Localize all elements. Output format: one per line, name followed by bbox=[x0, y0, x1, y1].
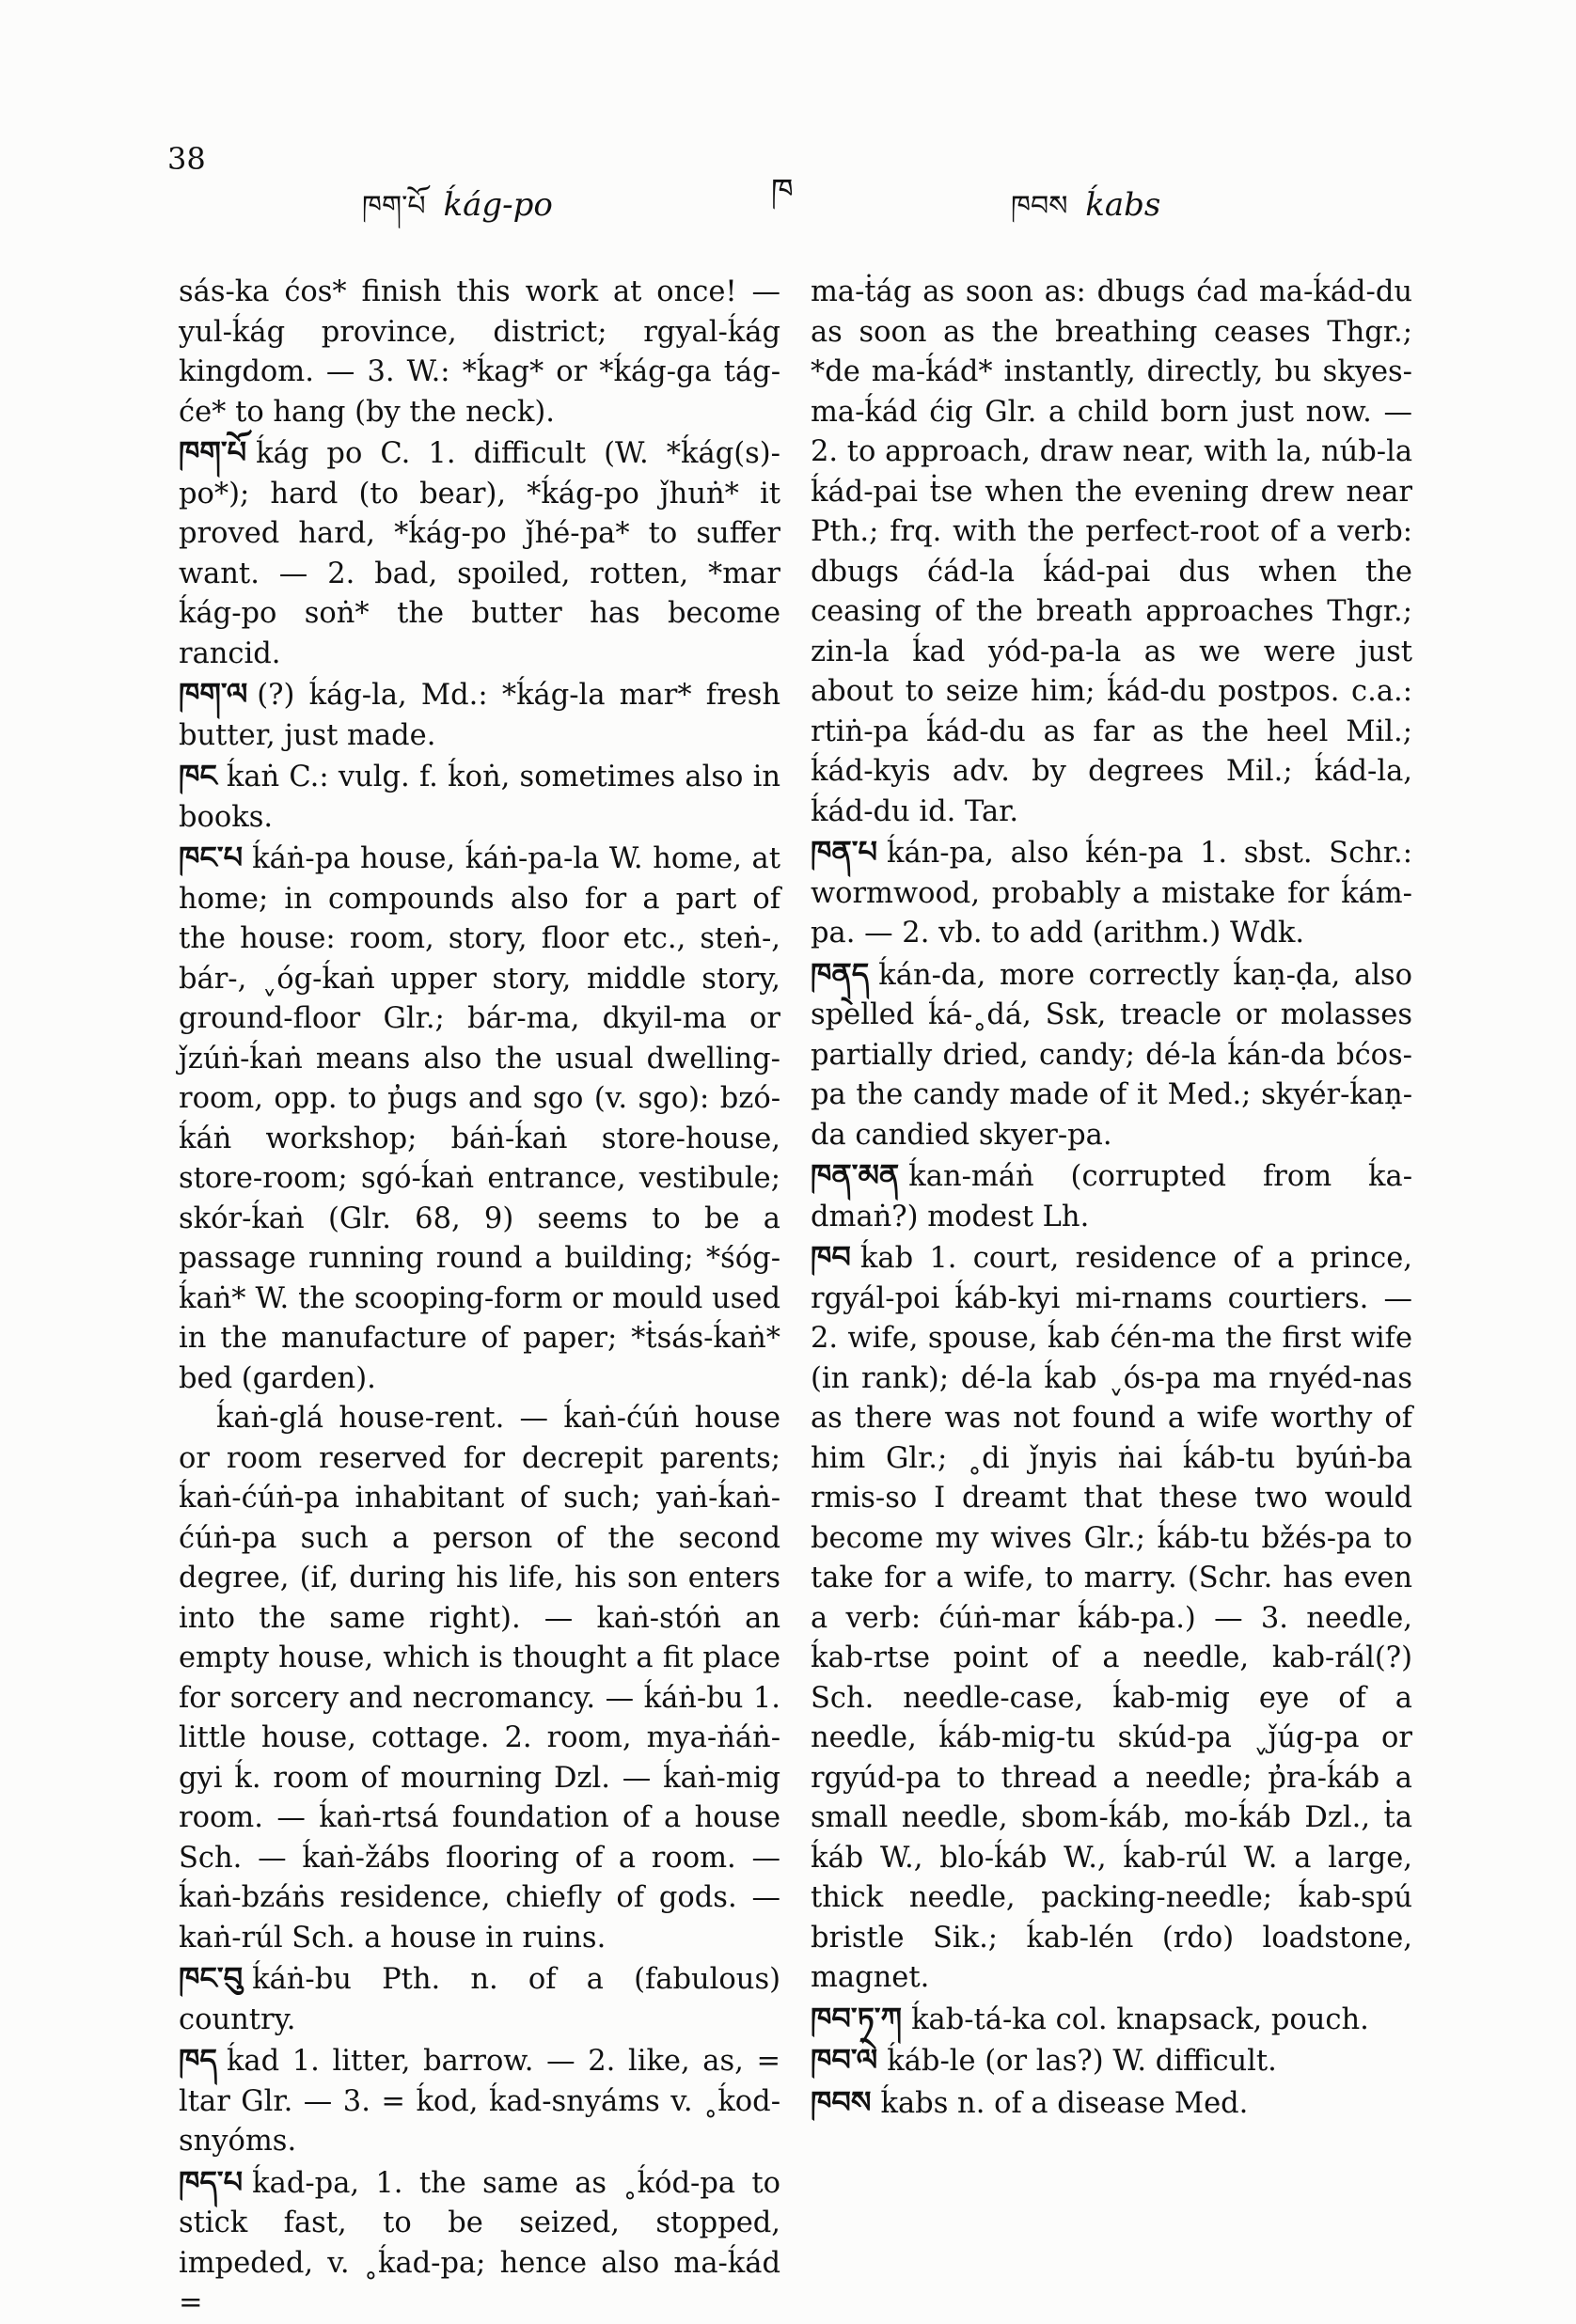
entry-headword-tibetan: ཁག་པོ bbox=[179, 434, 247, 470]
running-head-left-text: ḱág-po bbox=[443, 186, 553, 224]
entry-text: ḱabs n. of a disease Med. bbox=[880, 2086, 1249, 2120]
entry-text: ḱab-tá-ka col. knapsack, pouch. bbox=[911, 2002, 1369, 2036]
dictionary-entry bbox=[179, 2162, 780, 2324]
dictionary-entry bbox=[179, 1958, 780, 2040]
page-header bbox=[0, 141, 1576, 224]
entry-headword-tibetan: ཁད་པ bbox=[179, 2163, 244, 2200]
dictionary-entry bbox=[811, 2040, 1412, 2082]
entry-text: ḱán-pa, also ḱén-pa 1. sbst. Schr.: wormwood, probably a mistake for ḱám-pa. — 2. vb. to add (arithm.) Wdk. bbox=[811, 837, 1412, 950]
page-number: 38 bbox=[167, 141, 206, 177]
entry-headword-tibetan: ཁབ་ལེ bbox=[811, 2042, 878, 2078]
entry-text: ma-ṫág as soon as: dbugs ćad ma-ḱád-du as soon as the breathing ceases Thgr.; *de ma-ḱád* instantly, directly, bu skyes-ma-ḱád ćig Glr. a child born just now. — 2. to approach, draw near, with la, núb-la ḱád-pai ṫse when the evening drew near Pth.; frq. with the perfect-root of a verb: dbugs ćád-la ḱád-pai dus when the ceasing of the breath approaches Thgr.; zin-la ḱad yód-pa-la as we were just about to seize him; ḱád-du postpos. c.a.: rtiṅ-pa ḱád-du as far as the heel Mil.; ḱád-kyis adv. by degrees Mil.; ḱád-la, ḱád-du id. Tar. bbox=[811, 275, 1413, 828]
entry-headword-tibetan: ཁང bbox=[179, 758, 217, 793]
dictionary-entry bbox=[179, 756, 780, 838]
entry-headword-tibetan: ཁབ་ཏ་ཀ bbox=[811, 2000, 903, 2036]
dictionary-entry bbox=[811, 1155, 1412, 1237]
entry-headword-tibetan: ཁན་མན bbox=[811, 1157, 900, 1193]
running-head-left bbox=[362, 175, 553, 254]
dictionary-entry bbox=[179, 1399, 780, 1958]
section-letter: ཁ bbox=[771, 172, 794, 210]
entry-headword-tibetan: ཁན་པ bbox=[811, 834, 877, 870]
dictionary-entry bbox=[811, 1999, 1412, 2041]
entry-text: ḱab 1. court, residence of a prince, rgyál-poi ḱáb-kyi mi-rnams courtiers. — 2. wife, spouse, ḱab ćén-ma the first wife (in rank); dé-la ḱab ˬós-pa ma rnyéd-nas as there was not found a wife worthy of him Glr.; ˳di ǰnyis ṅai ḱáb-tu byúṅ-ba rmis-so I dreamt that these two would become my wives Glr.; ḱáb-tu bžés-pa to take for a wife, to marry. (Schr. has even a verb: ćúṅ-mar ḱáb-pa.) — 3. needle, ḱab-rtse point of a needle, kab-rál(?) Sch. needle-case, ḱab-mig eye of a needle, ḱáb-mig-tu skúd-pa ˬǰúg-pa or rgyúd-pa to thread a needle; p̓ra-ḱáb a small needle, sbom-ḱáb, mo-ḱáb Dzl., ṫa ḱáb W., blo-ḱáb W., ḱab-rúl W. a large, thick needle, packing-needle; ḱab-spú bristle Sik.; ḱab-lén (rdo) loadstone, magnet. bbox=[811, 1242, 1412, 1994]
entry-headword-tibetan: ཁང་བུ bbox=[179, 1960, 244, 1996]
running-head-right-text: ḱabs bbox=[1085, 186, 1161, 224]
dictionary-entry bbox=[811, 832, 1412, 954]
running-head-right bbox=[1011, 175, 1160, 254]
entry-headword-tibetan: ཁག་ལ bbox=[179, 676, 248, 712]
entry-headword-tibetan: ཁབ bbox=[811, 1239, 851, 1275]
entry-headword-tibetan: ཁང་པ bbox=[179, 840, 244, 875]
entry-text: ḱad 1. litter, barrow. — 2. like, as, = ltar Glr. — 3. = ḱod, ḱad-snyáms v. ˳ḱod-snyóms. bbox=[179, 2045, 780, 2158]
dictionary-entry bbox=[811, 1237, 1412, 1999]
dictionary-entry bbox=[179, 432, 780, 674]
entry-text: (?) ḱág-la, Md.: *ḱág-la mar* fresh butter, just made. bbox=[179, 679, 780, 752]
entry-text: ḱaṅ-glá house-rent. — ḱaṅ-ćúṅ house or room reserved for decrepit parents; ḱaṅ-ćúṅ-pa inhabitant of such; yaṅ-ḱaṅ-ćúṅ-pa such a person of the second degree, (if, during his life, his son enters into the same right). — kaṅ-stóṅ an empty house, which is thought a fit place for sorcery and necromancy. — ḱáṅ-bu 1. little house, cottage. 2. room, mya-ṅáṅ-gyi ḱ. room of mourning Dzl. — ḱaṅ-mig room. — ḱaṅ-rtsá foundation of a house Sch. — ḱaṅ-žábs flooring of a room. — ḱaṅ-bzáṅs residence, chiefly of gods. — kaṅ-rúl Sch. a house in ruins. bbox=[179, 1402, 780, 1955]
entry-text: ḱáṅ-bu Pth. n. of a (fabulous) country. bbox=[179, 1963, 780, 2036]
dictionary-entry bbox=[811, 273, 1412, 832]
dictionary-entry bbox=[811, 954, 1412, 1156]
running-head-right-tibetan: ཁབས bbox=[1011, 190, 1068, 223]
entry-text: ḱan-máṅ (corrupted from ḱa-dmaṅ?) modest Lh. bbox=[811, 1160, 1412, 1233]
dictionary-entry bbox=[811, 2082, 1412, 2125]
entry-text: sás-ka ćos* finish this work at once! — yul-ḱág province, district; rgyal-ḱág kingdom. — 3. W.: *ḱag* or *ḱág-ga tág-će* to hang (by the neck). bbox=[179, 275, 780, 429]
dictionary-entry bbox=[179, 2040, 780, 2162]
entry-text: ḱaṅ C.: vulg. f. ḱoṅ, sometimes also in books. bbox=[179, 761, 780, 834]
entry-headword-tibetan: ཁད bbox=[179, 2042, 217, 2078]
running-head-left-tibetan: ཁག་པོ bbox=[362, 190, 426, 223]
entry-headword-tibetan: ཁན྄ད bbox=[811, 955, 870, 992]
entry-text: ḱág po C. 1. difficult (W. *ḱág(s)-po*); hard (to bear), *ḱág-po ǰhuṅ* it proved hard, *ḱág-po ǰhé-pa* to suffer want. — 2. bad, spoiled, rotten, *mar ḱág-po soṅ* the butter has become rancid. bbox=[179, 437, 780, 670]
dictionary-entry bbox=[179, 674, 780, 756]
entry-text: ḱad-pa, 1. the same as ˳ḱód-pa to stick fast, to be seized, stopped, impeded, v. ˳ḱad-pa; hence also ma-ḱád = bbox=[179, 2166, 780, 2319]
dictionary-entry bbox=[179, 273, 780, 432]
entry-headword-tibetan: ཁབས bbox=[811, 2083, 872, 2120]
entry-text: ḱáṅ-pa house, ḱáṅ-pa-la W. home, at home; in compounds also for a part of the house: room, story, floor etc., steṅ-, bár-, ˬóg-ḱaṅ upper story, middle story, ground-floor Glr.; bár-ma, dkyil-ma or ǰzúṅ-ḱaṅ means also the usual dwelling-room, opp. to p̓ugs and sgo (v. sgo): bzó-ḱáṅ workshop; báṅ-ḱaṅ store-house, store-room; sgó-ḱaṅ entrance, vestibule; skór-ḱaṅ (Glr. 68, 9) seems to be a passage running round a building; *śóg-ḱaṅ* W. the scooping-form or mould used in the manufacture of paper; *ṫsás-ḱaṅ* bed (garden). bbox=[179, 842, 780, 1395]
entry-text: ḱán-da, more correctly ḱaṇ-ḍa, also spelled ḱá-˳dá, Ssk, treacle or molasses partially dried, candy; dé-la ḱán-da bćos-pa the candy made of it Med.; skyér-ḱaṇ-da candied skyer-pa. bbox=[811, 958, 1412, 1152]
right-column bbox=[811, 273, 1412, 2124]
dictionary-entry bbox=[179, 838, 780, 1399]
entry-text: ḱáb-le (or las?) W. difficult. bbox=[887, 2045, 1277, 2078]
left-column bbox=[179, 273, 780, 2324]
